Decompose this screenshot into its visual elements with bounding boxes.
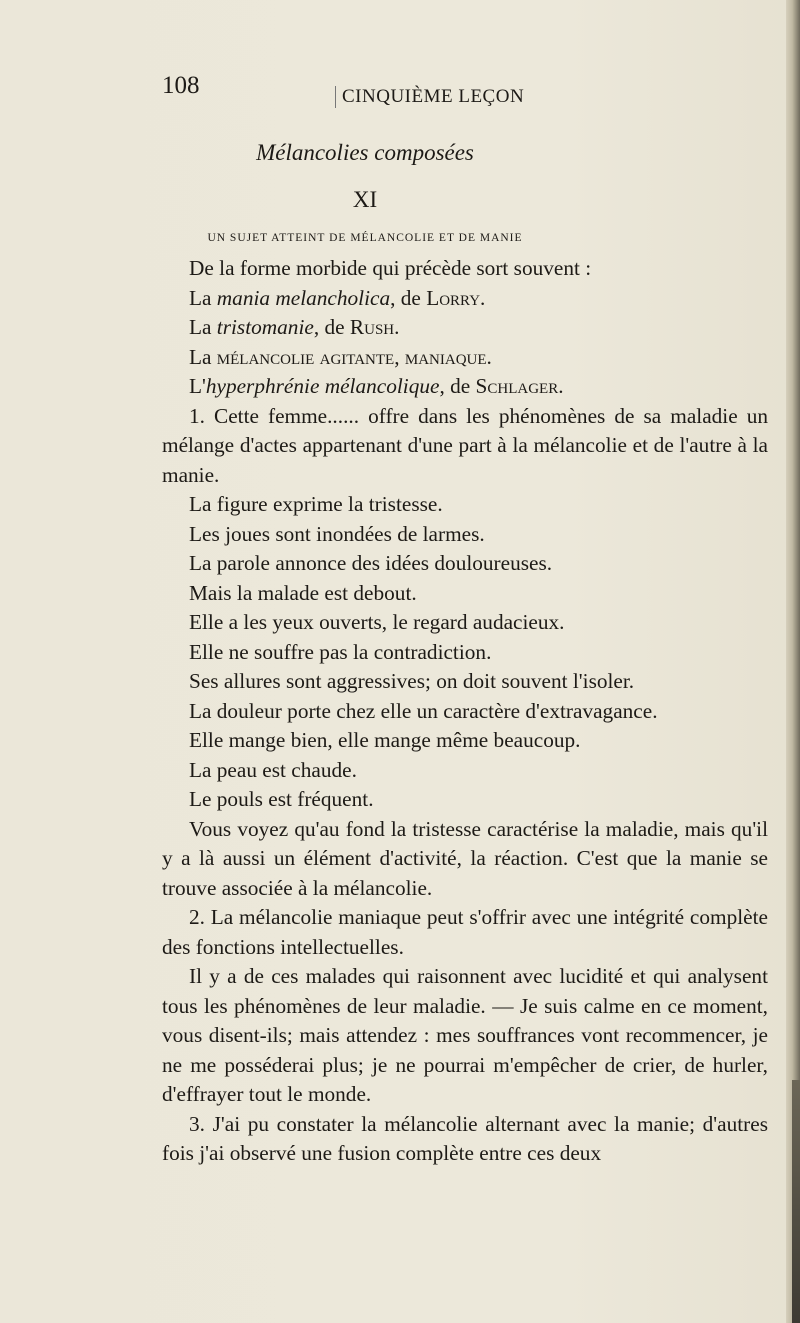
form-prefix: La <box>189 315 217 339</box>
form-name: tristomanie <box>216 315 314 339</box>
form-author: Lorry <box>426 285 481 310</box>
form-name: hyperphrénie mélancolique <box>205 374 440 398</box>
page-edge-dark <box>792 1080 800 1323</box>
paragraph-3: 2. La mélancolie maniaque peut s'offrir avec une intégrité complète des fonctions intellectuelles. <box>162 905 768 959</box>
symptom-line: Elle ne souffre pas la contradiction. <box>189 639 492 664</box>
symptom-line: Elle mange bien, elle mange même beaucoup. <box>189 728 581 752</box>
symptom-line: La parole annonce des idées douloureuses. <box>189 551 553 575</box>
intro-line: De la forme morbide qui précède sort souvent : <box>189 256 592 280</box>
symptom-line: La peau est chaude. <box>189 757 357 782</box>
section-subtitle: UN SUJET ATTEINT DE MÉLANCOLIE ET DE MANIE <box>207 232 523 244</box>
form-author: Rush <box>349 315 395 339</box>
body-text <box>162 254 768 1169</box>
form-sep: , de <box>439 374 476 398</box>
form-item <box>162 343 768 373</box>
form-name: mania melancholica <box>216 285 391 310</box>
form-author: Schlager <box>475 374 559 398</box>
form-end: . <box>558 374 564 398</box>
form-item <box>162 313 768 343</box>
section-numeral: XI <box>352 187 378 212</box>
form-name: mélancolie agitante, maniaque <box>216 344 487 369</box>
symptom-line: La douleur porte chez elle un caractère d'extravagance. <box>189 698 658 723</box>
paragraph-2: Vous voyez qu'au fond la tristesse caractérise la maladie, mais qu'il y a là aussi un élément d'activité, la réaction. C'est que la manie se trouve associée à la mélancolie. <box>162 816 768 900</box>
form-end: . <box>486 344 492 369</box>
symptom-line: Ses allures sont aggressives; on doit souvent l'isoler. <box>189 669 635 693</box>
form-item <box>162 284 768 314</box>
section-title: Mélancolies composées <box>256 140 474 165</box>
form-end: . <box>480 285 486 310</box>
form-sep: , de <box>390 285 427 310</box>
symptom-line: La figure exprime la tristesse. <box>189 492 443 516</box>
form-item <box>162 372 768 402</box>
paragraph-1: 1. Cette femme...... offre dans les phénomènes de sa maladie un mélange d'actes appartenant d'une part à la mélancolie et de l'autre à la manie. <box>162 403 768 487</box>
form-prefix: La <box>189 285 217 310</box>
symptom-line: Le pouls est fréquent. <box>189 787 374 811</box>
paragraph-5: 3. J'ai pu constater la mélancolie alternant avec la manie; d'autres fois j'ai observé une fusion complète entre ces deux <box>162 1111 768 1165</box>
form-sep: , de <box>313 315 350 339</box>
symptom-line: Elle a les yeux ouverts, le regard audacieux. <box>189 610 565 634</box>
running-title: CINQUIÈME LEÇON <box>335 86 524 108</box>
symptom-line: Mais la malade est debout. <box>189 580 417 605</box>
page-number: 108 <box>162 72 200 99</box>
form-prefix: La <box>189 344 217 369</box>
paragraph-4: Il y a de ces malades qui raisonnent avec lucidité et qui analysent tous les phénomènes de leur maladie. — Je suis calme en ce moment, vous disent-ils; mais attendez : mes souffrances vont recommencer, je ne me posséderai plus; je ne pourrai m'empêcher de crier, de hurler, d'effrayer tout le monde. <box>162 964 768 1106</box>
symptom-line: Les joues sont inondées de larmes. <box>189 521 485 546</box>
form-prefix: L' <box>189 374 206 398</box>
form-end: . <box>394 315 400 339</box>
